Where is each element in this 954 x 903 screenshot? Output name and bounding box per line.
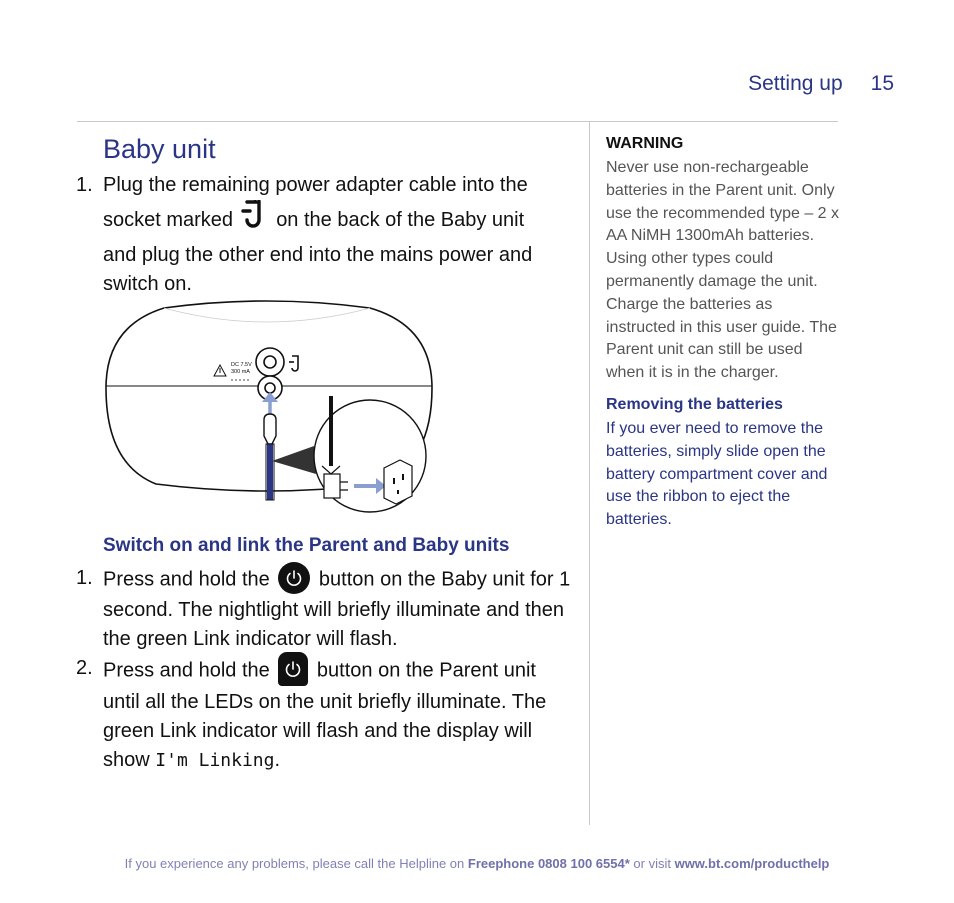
power-button-icon <box>278 562 310 594</box>
running-head <box>748 72 894 96</box>
step-number: 1. <box>76 567 93 589</box>
step-text-end: button on the Baby unit for 1 second. The nightlight will briefly illuminate and then the green Link indicator will flash. <box>103 568 571 650</box>
footer-phone: Freephone 0808 100 6554* <box>467 856 630 871</box>
section-name: Setting up <box>748 72 843 95</box>
step-period: . <box>274 749 281 771</box>
power-socket-icon <box>241 198 269 239</box>
step-text-start: Press and hold the <box>103 568 270 591</box>
lcd-display-text: I'm Linking <box>155 750 275 771</box>
baby-unit-diagram <box>100 296 435 521</box>
column-divider <box>589 122 590 825</box>
step-text-start: Press and hold the <box>103 659 270 682</box>
top-divider <box>77 121 838 122</box>
removing-batteries-text: If you ever need to remove the batteries, simply slide open the battery compartment cover and use the ribbon to eject the batteries. <box>606 420 828 529</box>
step-text-end: on the back of the Baby unit and plug the other end into the mains power and switch on. <box>103 208 533 295</box>
warning-heading: WARNING <box>606 135 684 152</box>
footer-url-link[interactable]: www.bt.com/producthelp <box>674 856 830 871</box>
adapter-plug <box>264 414 276 444</box>
footer-text: If you experience any problems, please call the Helpline on <box>124 856 468 871</box>
rating-voltage: DC 7.5V <box>231 362 252 368</box>
adapter-cable <box>267 444 273 500</box>
footer-helpline <box>0 856 954 871</box>
section-subheading: Switch on and link the Parent and Baby units <box>103 535 510 556</box>
warning-text: Never use non-rechargeable batteries in the Parent unit. Only use the recommended type – 2 x AA NiMH 1300mAh batteries. Using other types could permanently damage the unit. Charge the batteries as instructed in this user guide. The Parent unit can still be used when it is in the charger. <box>606 159 840 382</box>
step-press-baby <box>76 564 573 654</box>
removing-batteries-heading: Removing the batteries <box>606 396 783 413</box>
footer-text-middle: or visit <box>629 856 675 871</box>
step-text-start: Plug the remaining power adapter cable into the socket marked <box>103 174 528 231</box>
step-number: 1. <box>76 174 93 196</box>
step-plug-in <box>76 171 563 299</box>
rating-current: 300 mA <box>231 369 250 375</box>
power-button-icon <box>278 652 308 686</box>
step-text-end: button on the Parent unit until all the LEDs on the unit briefly illuminate. The green Link indicator will flash and the display will show <box>103 659 547 771</box>
step-number: 2. <box>76 657 93 679</box>
page-title: Baby unit <box>103 134 216 164</box>
wall-socket-icon <box>384 460 412 504</box>
page-number: 15 <box>870 72 894 95</box>
step-press-parent <box>76 654 573 775</box>
